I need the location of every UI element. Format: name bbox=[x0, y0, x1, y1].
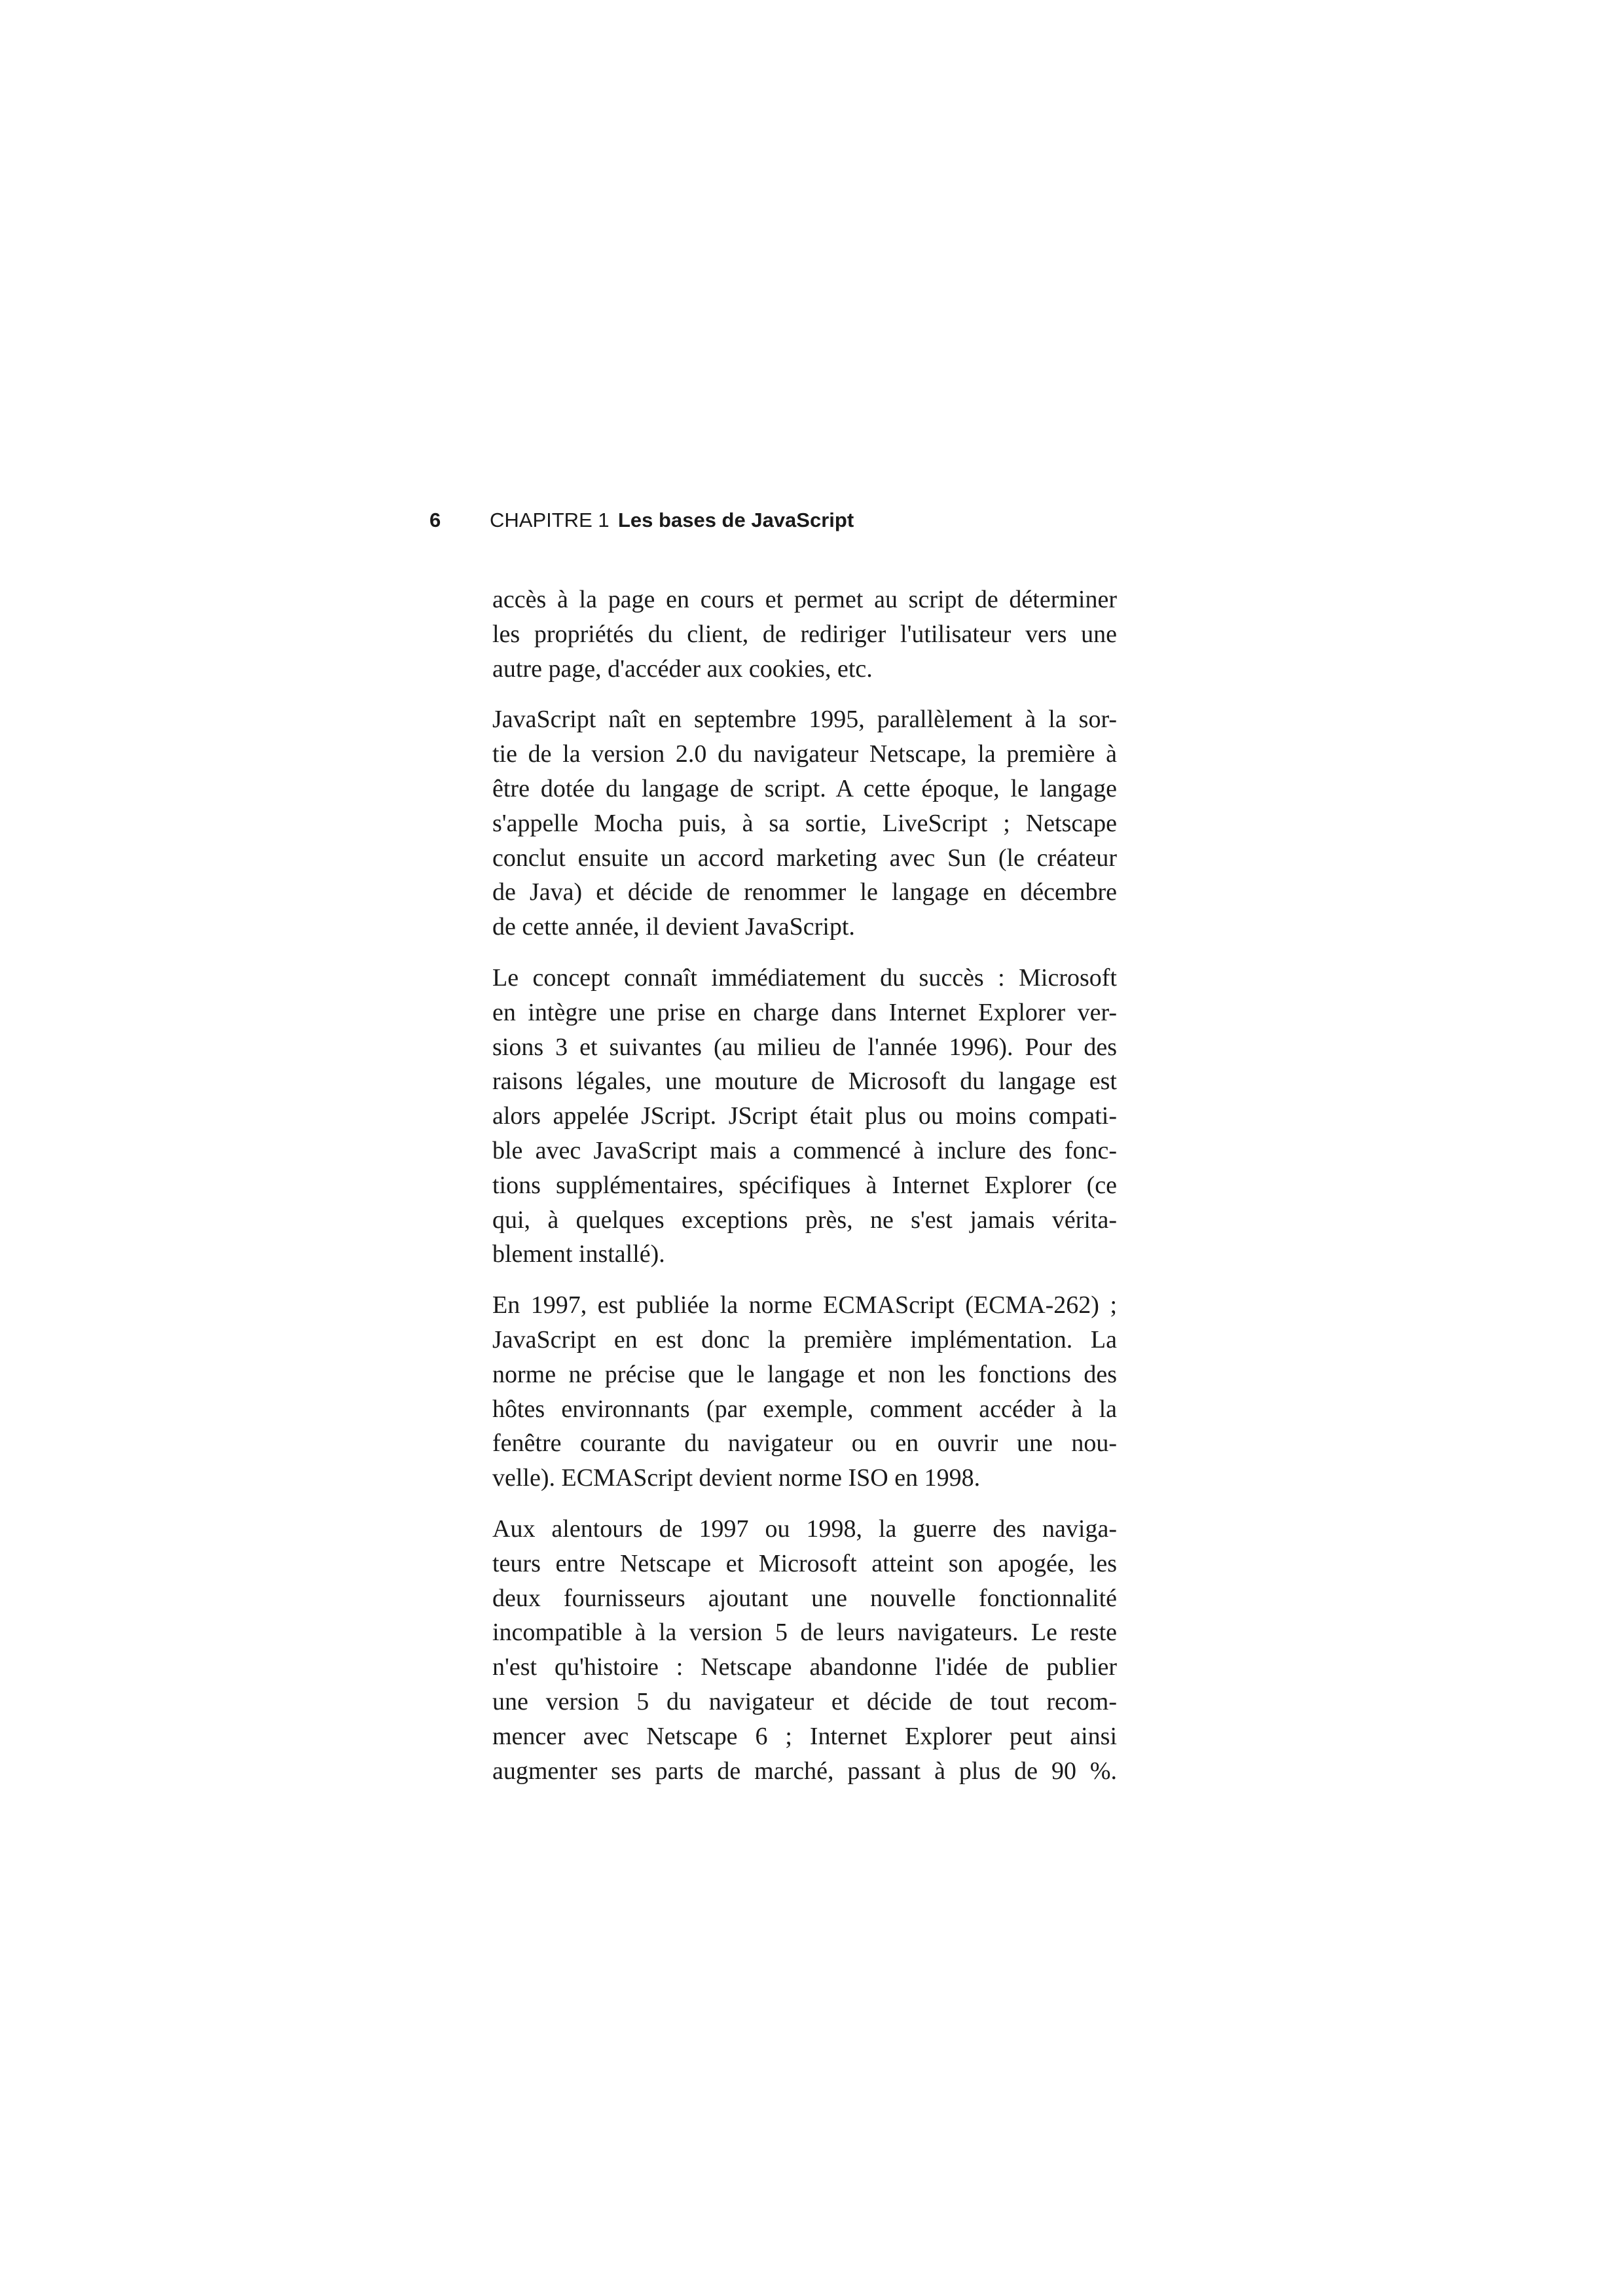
text-line: Aux alentours de 1997 ou 1998, la guerre des naviga- bbox=[492, 1515, 1117, 1543]
page-number: 6 bbox=[429, 509, 441, 531]
text-line: JavaScript en est donc la première implémentation. La bbox=[492, 1325, 1117, 1354]
text-line: sions 3 et suivantes (au milieu de l'année 1996). Pour des bbox=[492, 1033, 1117, 1061]
text-line: blement installé). bbox=[492, 1240, 665, 1268]
text-line: velle). ECMAScript devient norme ISO en 1998. bbox=[492, 1464, 981, 1492]
chapter-title: Les bases de JavaScript bbox=[618, 509, 854, 531]
text-line: autre page, d'accéder aux cookies, etc. bbox=[492, 655, 873, 683]
chapter-label: CHAPITRE 1 bbox=[490, 509, 610, 531]
paragraph bbox=[492, 1288, 1117, 1496]
text-line: qui, à quelques exceptions près, ne s'est jamais vérita- bbox=[492, 1206, 1117, 1234]
text-line: fenêtre courante du navigateur ou en ouvrir une nou- bbox=[492, 1429, 1117, 1458]
text-line: incompatible à la version 5 de leurs navigateurs. Le reste bbox=[492, 1619, 1117, 1647]
text-line: en intègre une prise en charge dans Internet Explorer ver- bbox=[492, 998, 1117, 1026]
text-line: les propriétés du client, de rediriger l'utilisateur vers une bbox=[492, 620, 1117, 648]
text-line: ble avec JavaScript mais a commencé à inclure des fonc- bbox=[492, 1136, 1117, 1164]
text-line: En 1997, est publiée la norme ECMAScript (ECMA-262) ; bbox=[492, 1291, 1117, 1319]
text-line: tions supplémentaires, spécifiques à Internet Explorer (ce bbox=[492, 1171, 1117, 1199]
text-line: teurs entre Netscape et Microsoft atteint son apogée, les bbox=[492, 1549, 1117, 1577]
text-line: tie de la version 2.0 du navigateur Netscape, la première à bbox=[492, 740, 1117, 768]
paragraph bbox=[492, 583, 1117, 686]
paragraph bbox=[492, 702, 1117, 944]
body-text bbox=[492, 583, 1117, 1788]
text-line: mencer avec Netscape 6 ; Internet Explorer peut ainsi bbox=[492, 1722, 1117, 1750]
text-line: deux fournisseurs ajoutant une nouvelle fonctionnalité bbox=[492, 1584, 1117, 1612]
text-line: s'appelle Mocha puis, à sa sortie, LiveScript ; Netscape bbox=[492, 809, 1117, 837]
text-line: de Java) et décide de renommer le langage en décembre bbox=[492, 878, 1117, 906]
text-line: n'est qu'histoire : Netscape abandonne l'idée de publier bbox=[492, 1653, 1117, 1681]
text-line: conclut ensuite un accord marketing avec Sun (le créateur bbox=[492, 844, 1117, 872]
paragraph bbox=[492, 1512, 1117, 1788]
text-line: augmenter ses parts de marché, passant à plus de 90 %. bbox=[492, 1757, 1117, 1785]
text-line: alors appelée JScript. JScript était plus ou moins compati- bbox=[492, 1102, 1117, 1130]
text-line: accès à la page en cours et permet au script de déterminer bbox=[492, 586, 1117, 613]
text-line: Le concept connaît immédiatement du succès : Microsoft bbox=[492, 963, 1117, 992]
paragraph bbox=[492, 961, 1117, 1272]
text-line: hôtes environnants (par exemple, comment accéder à la bbox=[492, 1395, 1117, 1423]
text-line: JavaScript naît en septembre 1995, parallèlement à la sor- bbox=[492, 706, 1117, 734]
text-line: norme ne précise que le langage et non les fonctions des bbox=[492, 1360, 1117, 1388]
text-line: raisons légales, une mouture de Microsoft du langage est bbox=[492, 1067, 1117, 1096]
running-head bbox=[429, 504, 1117, 537]
text-line: une version 5 du navigateur et décide de tout recom- bbox=[492, 1687, 1117, 1715]
text-line: de cette année, il devient JavaScript. bbox=[492, 913, 855, 941]
text-line: être dotée du langage de script. A cette époque, le langage bbox=[492, 774, 1117, 802]
